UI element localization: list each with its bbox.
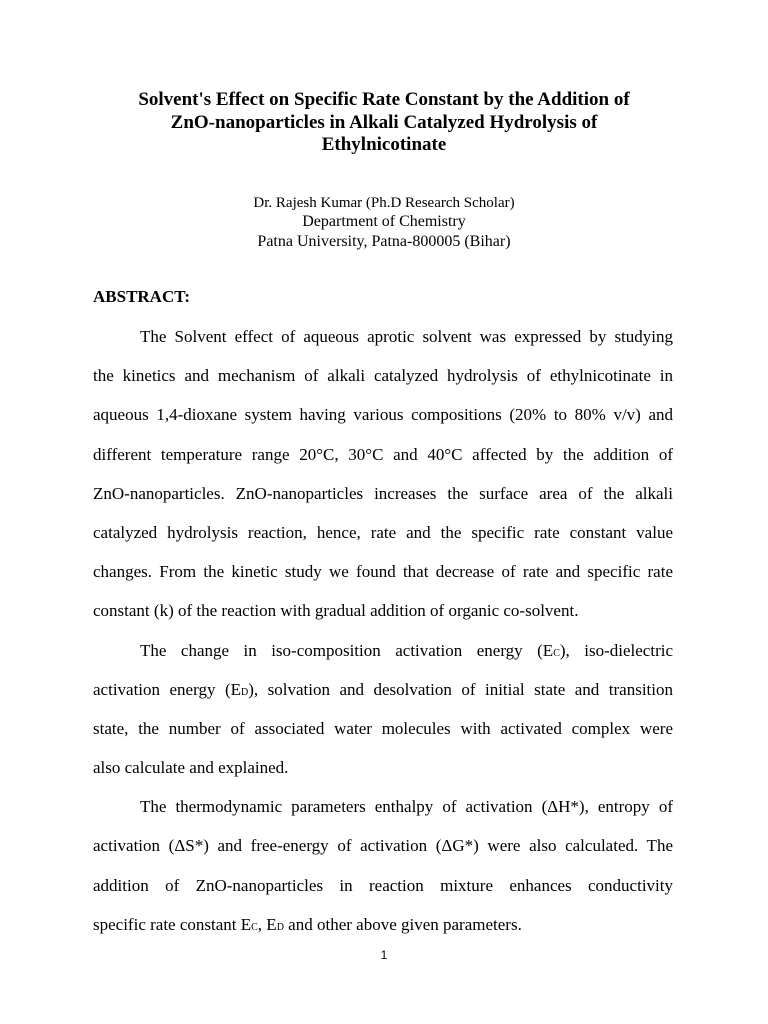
subscript: C — [553, 647, 560, 659]
text-run: ), solvation and desolvation of initial state and transition — [248, 679, 673, 699]
author-name: Dr. Rajesh Kumar (Ph.D Research Scholar) — [253, 195, 515, 211]
paragraph-2-line: state, the number of associated water molecules with activated complex were — [93, 718, 673, 738]
subscript: D — [276, 921, 284, 933]
paragraph-1-line: The Solvent effect of aqueous aprotic solvent was expressed by studying — [140, 327, 673, 346]
title-line-3: Ethylnicotinate — [321, 134, 447, 155]
paragraph-3-line: activation (ΔS*) and free-energy of activation (ΔG*) were also calculated. The — [93, 836, 673, 856]
subscript: C — [251, 921, 258, 933]
title-line-2: ZnO-nanoparticles in Alkali Catalyzed Hydrolysis of — [170, 111, 598, 133]
author-block — [92, 194, 676, 252]
title-line-1: Solvent's Effect on Specific Rate Constant by the Addition of — [138, 89, 630, 110]
abstract-heading: ABSTRACT: — [93, 287, 190, 306]
paragraph-1-line: catalyzed hydrolysis reaction, hence, rate and the specific rate constant value — [93, 522, 673, 542]
text-run: activation energy (E — [93, 679, 241, 699]
text-run: The change in iso-composition activation energy (E — [140, 640, 554, 660]
paper-title — [92, 89, 676, 157]
paragraph-1-line: the kinetics and mechanism of alkali catalyzed hydrolysis of ethylnicotinate in — [93, 366, 673, 386]
paragraph-2-line — [93, 677, 673, 716]
text-run: and other above given parameters. — [283, 914, 522, 934]
paragraph-3-line: The thermodynamic parameters enthalpy of activation (ΔH*), entropy of — [140, 797, 673, 817]
author-department: Department of Chemistry — [302, 213, 466, 230]
paragraph-3-line — [93, 912, 673, 951]
abstract-body — [93, 324, 673, 951]
paragraph-3-line: addition of ZnO-nanoparticles in reaction mixture enhances conductivity — [93, 875, 673, 895]
page-number: 1 — [380, 948, 388, 962]
author-university: Patna University, Patna-800005 (Bihar) — [257, 233, 511, 250]
subscript: D — [241, 686, 249, 698]
paragraph-2-line: also calculate and explained. — [93, 758, 289, 778]
paragraph-1-line: aqueous 1,4-dioxane system having various compositions (20% to 80% v/v) and — [93, 405, 673, 425]
text-run: specific rate constant E — [93, 914, 252, 934]
paragraph-1-line: constant (k) of the reaction with gradual addition of organic co-solvent. — [93, 601, 579, 621]
paragraph-1-line: ZnO-nanoparticles. ZnO-nanoparticles increases the surface area of the alkali — [93, 483, 673, 503]
text-run: ), iso-dielectric — [559, 640, 673, 660]
paragraph-1-line: changes. From the kinetic study we found that decrease of rate and specific rate — [93, 562, 673, 582]
text-run: , E — [257, 914, 277, 934]
paragraph-1-line: different temperature range 20°C, 30°C and 40°C affected by the addition of — [93, 444, 673, 464]
paragraph-2-line — [93, 638, 673, 677]
